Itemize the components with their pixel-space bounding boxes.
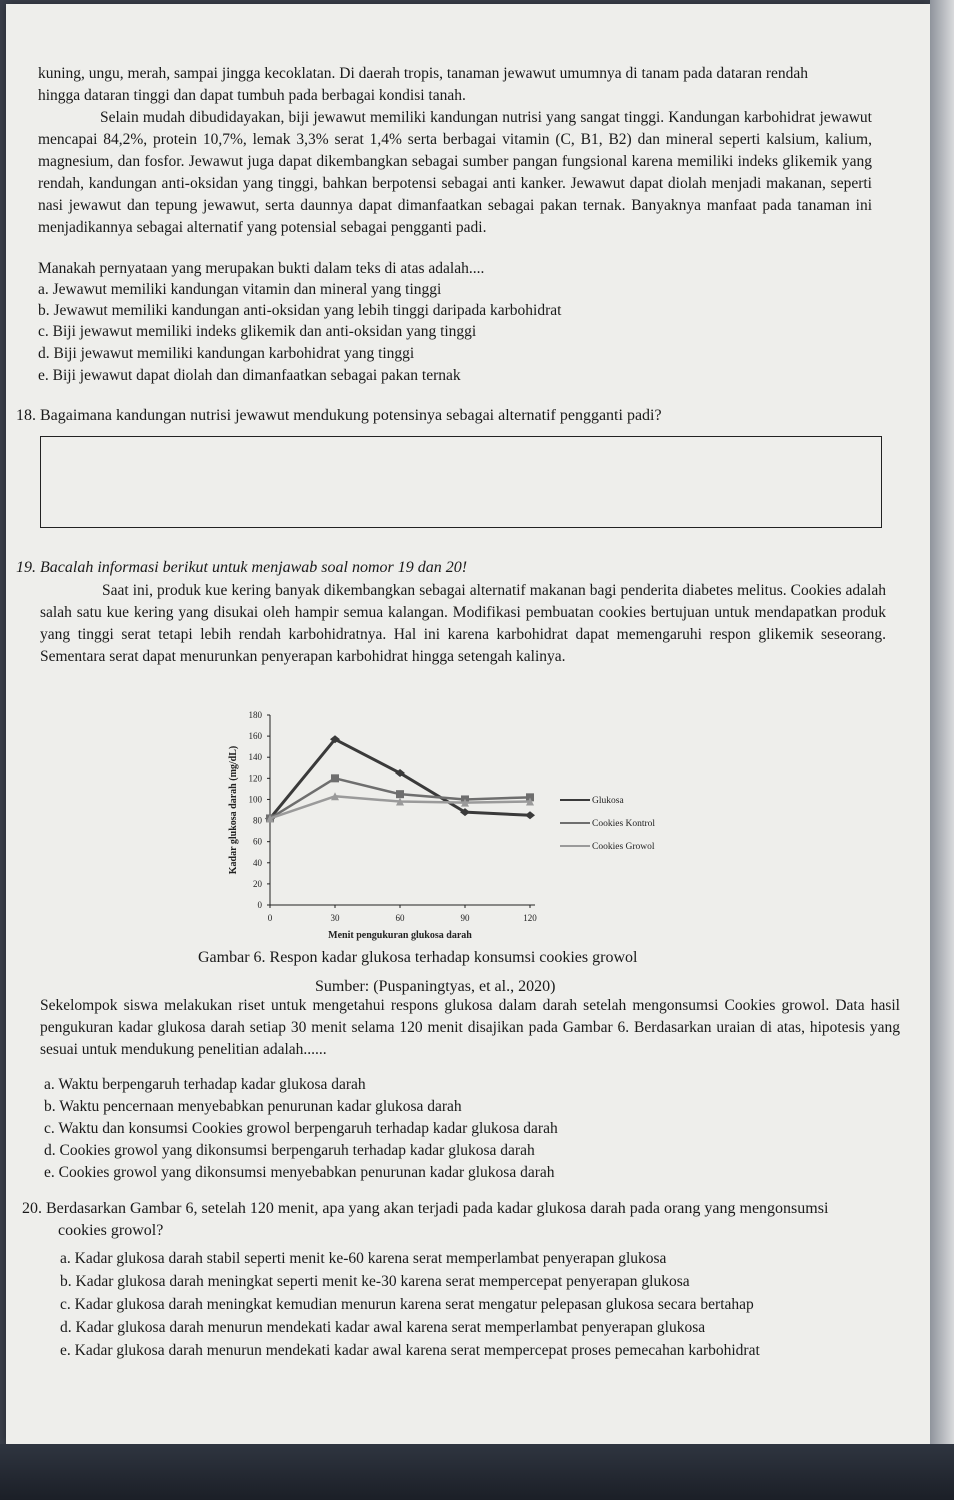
q19-option-a[interactable]: a. Waktu berpengaruh terhadap kadar glukosa darah bbox=[44, 1076, 366, 1093]
q20-option-c[interactable]: c. Kadar glukosa darah meningkat kemudian menurun karena serat mengatur pelepasan glukosa secara bertahap bbox=[60, 1296, 754, 1313]
q18-answer-box[interactable] bbox=[40, 436, 882, 528]
figure-caption: Gambar 6. Respon kadar glukosa terhadap konsumsi cookies growol bbox=[198, 949, 638, 966]
y-tick-label: 100 bbox=[248, 794, 262, 805]
y-axis-label: Kadar glukosa darah (mg/dL) bbox=[228, 745, 239, 875]
legend-label: Cookies Growol bbox=[592, 842, 655, 852]
y-tick-label: 20 bbox=[253, 878, 262, 889]
y-tick-label: 0 bbox=[257, 900, 262, 910]
q19-option-b[interactable]: b. Waktu pencernaan menyebabkan penurunan kadar glukosa darah bbox=[44, 1098, 462, 1115]
intro-line-1: kuning, ungu, merah, sampai jingga kecoklatan. Di daerah tropis, tanaman jewawut umumnya di tanam pada dataran rendah bbox=[38, 65, 809, 82]
legend-label: Cookies Kontrol bbox=[592, 819, 656, 829]
q17-option-b[interactable]: b. Jewawut memiliki kandungan anti-oksidan yang lebih tinggi daripada karbohidrat bbox=[38, 302, 562, 319]
y-tick-label: 120 bbox=[248, 773, 262, 784]
x-axis-label: Menit pengukuran glukosa darah bbox=[328, 930, 472, 941]
y-tick-label: 40 bbox=[253, 857, 262, 868]
y-tick-label: 140 bbox=[248, 752, 262, 763]
glucose-chart bbox=[220, 700, 690, 945]
x-tick-label: 120 bbox=[523, 913, 537, 923]
y-tick-label: 60 bbox=[253, 836, 262, 847]
q20-question-line-2: cookies growol? bbox=[58, 1222, 164, 1239]
chart-legend bbox=[560, 796, 655, 852]
legend-label: Glukosa bbox=[592, 796, 624, 806]
q17-option-e[interactable]: e. Biji jewawut dapat diolah dan dimanfaatkan sebagai pakan ternak bbox=[38, 367, 461, 384]
x-tick-label: 60 bbox=[395, 913, 405, 923]
q20-option-d[interactable]: d. Kadar glukosa darah menurun mendekati kadar awal karena serat memperlambat penyerapan glukosa bbox=[60, 1319, 706, 1336]
q19-option-c[interactable]: c. Waktu dan konsumsi Cookies growol berpengaruh terhadap kadar glukosa darah bbox=[44, 1120, 558, 1137]
data-point bbox=[396, 790, 404, 798]
figure-source: Sumber: (Puspaningtyas, et al., 2020) bbox=[315, 978, 556, 995]
chart-lines bbox=[265, 735, 535, 822]
q19-body: Sekelompok siswa melakukan riset untuk mengetahui respons glukosa dalam darah setelah mengonsumsi Cookies growol. Data hasil pengukuran kadar glukosa darah setiap 30 menit selama 120 menit disajikan pada Gambar 6. Berdasarkan uraian di atas, hipotesis yang sesuai untuk mendukung penelitian adalah...... bbox=[40, 997, 900, 1058]
q19-option-d[interactable]: d. Cookies growol yang dikonsumsi berpengaruh terhadap kadar glukosa darah bbox=[44, 1142, 535, 1159]
x-tick-label: 90 bbox=[460, 913, 470, 923]
q20-question-line-1: 20. Berdasarkan Gambar 6, setelah 120 menit, apa yang akan terjadi pada kadar glukosa darah pada orang yang mengonsumsi bbox=[22, 1200, 829, 1217]
y-tick-label: 180 bbox=[248, 710, 262, 720]
table-surface bbox=[0, 1444, 954, 1500]
q17-option-d[interactable]: d. Biji jewawut memiliki kandungan karbohidrat yang tinggi bbox=[38, 345, 415, 362]
q19-paragraph: Saat ini, produk kue kering banyak dikembangkan sebagai alternatif makanan bagi penderita diabetes melitus. Cookies adalah salah satu kue kering yang disukai oleh hampir semua kalangan. Modifikasi pembuatan cookies bertujuan untuk mendapatkan produk yang tinggi serat tetapi lebih rendah karbohidratnya. Hal ini karena karbohidrat dapat memengaruhi respon glikemik seseorang. Sementara serat dapat menurunkan penyerapan karbohidrat hingga setengah kalinya. bbox=[40, 582, 886, 665]
q19-header: 19. Bacalah informasi berikut untuk menjawab soal nomor 19 dan 20! bbox=[16, 559, 468, 576]
x-tick-label: 30 bbox=[330, 913, 340, 923]
q17-option-a[interactable]: a. Jewawut memiliki kandungan vitamin dan mineral yang tinggi bbox=[38, 281, 442, 298]
q18-question: 18. Bagaimana kandungan nutrisi jewawut mendukung potensinya sebagai alternatif pengganti padi? bbox=[16, 407, 662, 424]
x-tick-label: 0 bbox=[267, 913, 273, 923]
q19-option-e[interactable]: e. Cookies growol yang dikonsumsi menyebabkan penurunan kadar glukosa darah bbox=[44, 1164, 555, 1181]
q17-question: Manakah pernyataan yang merupakan bukti dalam teks di atas adalah.... bbox=[38, 260, 485, 277]
intro-paragraph: Selain mudah dibudidayakan, biji jewawut memiliki kandungan nutrisi yang sangat tinggi. Kandungan karbohidrat jewawut mencapai 84,2%, protein 10,7%, lemak 3,3% serat 1,4% serta berbagai vitamin (C, B1, B2) dan mineral seperti kalsium, kalium, magnesium, dan fosfor. Jewawut juga dapat dikembangkan sebagai sumber pangan fungsional karena memiliki indeks glikemik yang rendah, kandungan anti-oksidan yang tinggi, bahkan berpotensi sebagai anti kanker. Jewawut dapat diolah menjadi makanan, seperti nasi jewawut dan tepung jewawut, serta daunnya dapat dimanfaatkan sebagai pakan ternak. Banyaknya manfaat pada tanaman ini menjadikannya sebagai alternatif yang potensial sebagai pengganti padi. bbox=[38, 109, 872, 236]
q17-option-c[interactable]: c. Biji jewawut memiliki indeks glikemik dan anti-oksidan yang tinggi bbox=[38, 323, 477, 340]
q20-option-e[interactable]: e. Kadar glukosa darah menurun mendekati kadar awal karena serat mempercepat proses pemecahan karbohidrat bbox=[60, 1342, 760, 1359]
series-line-glukosa bbox=[270, 739, 530, 818]
q20-option-b[interactable]: b. Kadar glukosa darah meningkat seperti menit ke-30 karena serat mempercepat penyerapan glukosa bbox=[60, 1273, 690, 1290]
data-point bbox=[525, 811, 535, 819]
q20-option-a[interactable]: a. Kadar glukosa darah stabil seperti menit ke-60 karena serat memperlambat penyerapan glukosa bbox=[60, 1250, 667, 1267]
intro-line-2: hingga dataran tinggi dan dapat tumbuh pada berbagai kondisi tanah. bbox=[38, 87, 466, 104]
y-tick-label: 160 bbox=[248, 731, 262, 742]
page-edge bbox=[930, 0, 954, 1500]
data-point bbox=[331, 774, 339, 782]
chart-axes bbox=[228, 710, 537, 941]
y-tick-label: 80 bbox=[253, 815, 262, 826]
